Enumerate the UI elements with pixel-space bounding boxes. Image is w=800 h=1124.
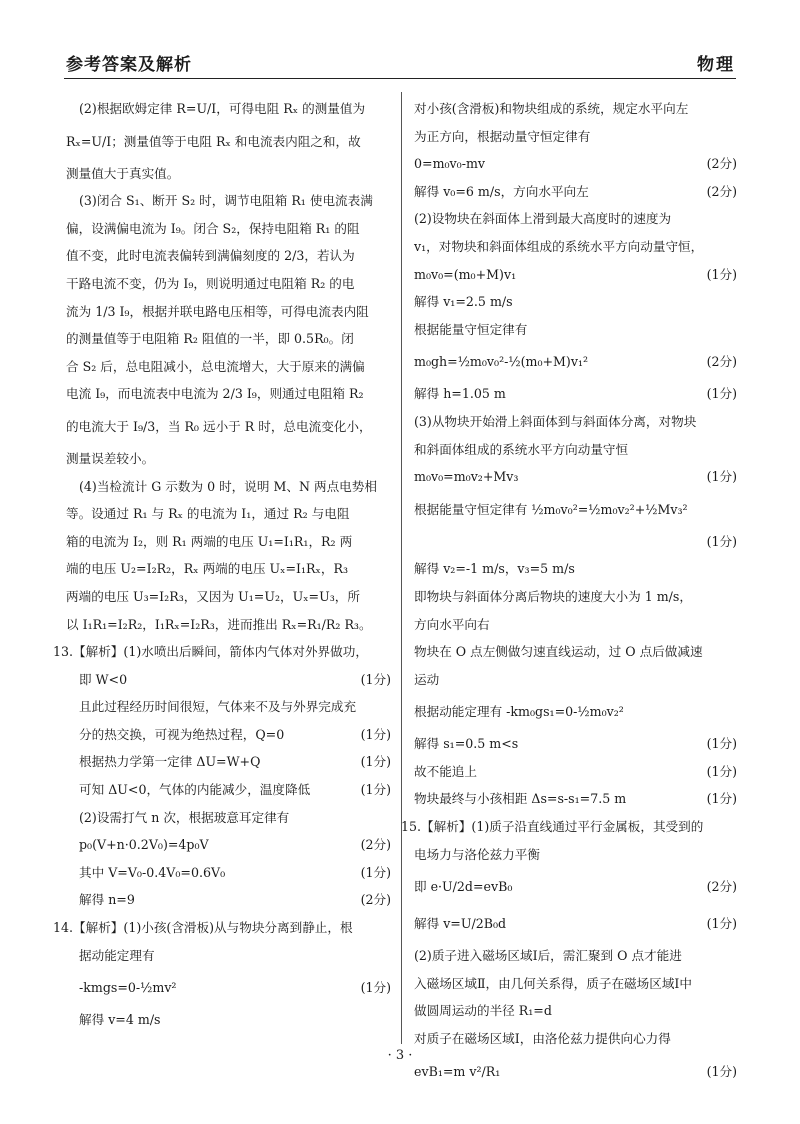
- score-label: (2分): [360, 892, 391, 908]
- text-line: [66, 859, 391, 887]
- score-label: (1分): [706, 386, 737, 402]
- line-text: m₀gh=½m₀v₀²-½(m₀+M)v₁²: [414, 354, 589, 370]
- line-text: 测量值大于真实值。: [66, 165, 180, 181]
- line-text: Rₓ=U/I；测量值等于电阻 Rₓ 和电流表内阻之和，故: [66, 133, 361, 149]
- text-line: [414, 343, 737, 380]
- text-line: [66, 473, 391, 501]
- text-line: [66, 445, 391, 473]
- line-text: (4)当检流计 G 示数为 0 时，说明 M、N 两点电势相: [79, 478, 377, 494]
- text-line: [66, 408, 391, 445]
- score-label: (2分): [360, 837, 391, 853]
- text-line: [66, 270, 391, 298]
- text-line: [66, 187, 391, 215]
- text-line: [66, 1006, 391, 1034]
- text-line: [66, 611, 391, 639]
- line-text: 入磁场区域Ⅱ，由几何关系得，质子在磁场区域Ⅰ中: [414, 975, 693, 991]
- text-line: [414, 970, 737, 998]
- score-label: (2分): [706, 879, 737, 895]
- text-line: [66, 325, 391, 353]
- text-line: [66, 776, 391, 804]
- text-line: [414, 555, 737, 583]
- score-label: (1分): [360, 980, 391, 996]
- text-line: [66, 886, 391, 914]
- line-text: 干路电流不变，仍为 I₉，则说明通过电阻箱 R₂ 的电: [66, 275, 355, 291]
- right-column: [401, 95, 737, 1090]
- text-line: [414, 583, 737, 611]
- line-text: 13.【解析】(1)水喷出后瞬间，箭体内气体对外界做功，: [53, 644, 368, 660]
- line-text: 两端的电压 U₃=I₂R₃，又因为 U₁=U₂，Uₓ=U₃，所: [66, 588, 360, 604]
- line-text: 偏，设满偏电流为 I₉。闭合 S₂，保持电阻箱 R₁ 的阻: [66, 220, 360, 236]
- line-text: 对质子在磁场区域Ⅰ，由洛伦兹力提供向心力得: [414, 1031, 671, 1047]
- line-text: 电场力与洛伦兹力平衡: [414, 846, 540, 862]
- text-line: [414, 758, 737, 786]
- line-text: m₀v₀=(m₀+M)v₁: [414, 266, 517, 282]
- text-line: [66, 353, 391, 381]
- line-text: 的测量值等于电阻箱 R₂ 阻值的一半，即 0.5R₀。闭: [66, 331, 354, 347]
- line-text: 合 S₂ 后，总电阻减小，总电流增大，大于原来的满偏: [66, 358, 365, 374]
- line-text: 根据能量守恒定律有: [414, 321, 528, 337]
- line-text: 解得 v₀=6 m/s，方向水平向左: [414, 183, 589, 199]
- line-text: 以 I₁R₁=I₂R₂，I₁Rₓ=I₂R₃，进而推出 Rₓ=R₁/R₂ R₃。: [66, 616, 372, 632]
- line-text: 测量误差较小。: [66, 450, 155, 466]
- line-text: 解得 v₂=-1 m/s，v₃=5 m/s: [414, 561, 575, 577]
- text-line: [66, 528, 391, 556]
- text-line: [66, 380, 391, 408]
- text-line: [53, 914, 391, 942]
- text-line: [66, 969, 391, 1006]
- text-line: [66, 693, 391, 721]
- line-text: 其中 V=V₀-0.4V₀=0.6V₀: [79, 864, 226, 880]
- text-line: [66, 215, 391, 243]
- score-label: (1分): [706, 266, 737, 282]
- line-text: 等。设通过 R₁ 与 Rₓ 的电流为 I₁，通过 R₂ 与电阻: [66, 506, 350, 522]
- text-line: [66, 242, 391, 270]
- score-label: (1分): [360, 671, 391, 687]
- line-text: 箱的电流为 I₂，则 R₁ 两端的电压 U₁=I₁R₁，R₂ 两: [66, 533, 353, 549]
- left-column: [53, 95, 391, 1034]
- line-text: 分的热交换，可视为绝热过程，Q=0: [79, 726, 285, 742]
- page-number: · 3 ·: [387, 1048, 413, 1063]
- header-right-subject: 物理: [697, 55, 735, 75]
- header-left-title: 参考答案及解析: [66, 55, 192, 75]
- text-line: [414, 666, 737, 694]
- score-label: (1分): [706, 763, 737, 779]
- line-text: 解得 v=U/2B₀d: [414, 916, 507, 932]
- text-line: [414, 491, 737, 528]
- line-text: 做圆周运动的半径 R₁=d: [414, 1003, 552, 1019]
- line-text: p₀(V+n·0.2V₀)=4p₀V: [79, 837, 209, 853]
- text-line: [414, 942, 737, 970]
- text-line: [66, 721, 391, 749]
- score-label: (1分): [706, 736, 737, 752]
- text-line: [414, 611, 737, 639]
- score-label: (1分): [706, 533, 737, 549]
- line-text: 对小孩(含滑板)和物块组成的系统，规定水平向左: [414, 101, 689, 116]
- line-text: 解得 n=9: [79, 892, 135, 908]
- text-line: [414, 233, 737, 261]
- text-line: [66, 942, 391, 970]
- text-line: [414, 730, 737, 758]
- line-text: 据动能定理有: [79, 947, 155, 963]
- text-line: [414, 997, 737, 1025]
- text-line: [414, 316, 737, 344]
- score-label: (1分): [706, 791, 737, 807]
- line-text: 根据热力学第一定律 ΔU=W+Q: [79, 754, 261, 770]
- line-text: 方向水平向右: [414, 616, 490, 632]
- line-text: (3)从物块开始滑上斜面体到与斜面体分离，对物块: [414, 413, 697, 429]
- text-line: [66, 748, 391, 776]
- line-text: 电流 I₉，而电流表中电流为 2/3 I₉，则通过电阻箱 R₂: [66, 386, 364, 402]
- line-text: v₁，对物块和斜面体组成的系统水平方向动量守恒，: [414, 238, 704, 254]
- score-label: (2分): [706, 156, 737, 172]
- text-line: [414, 868, 737, 905]
- line-text: 即物块与斜面体分离后物块的速度大小为 1 m/s，: [414, 588, 692, 604]
- line-text: 0=m₀v₀-mv: [414, 156, 486, 172]
- text-line: [66, 804, 391, 832]
- text-line: [414, 380, 737, 408]
- line-text: 15.【解析】(1)质子沿直线通过平行金属板，其受到的: [401, 819, 704, 835]
- line-text: 即 e·U/2d=evB₀: [414, 879, 513, 895]
- text-line: [66, 500, 391, 528]
- line-text: 解得 h=1.05 m: [414, 386, 506, 402]
- line-text: 即 W<0: [79, 671, 128, 687]
- text-line: [414, 288, 737, 316]
- line-text: 值不变，此时电流表偏转到满偏刻度的 2/3，若认为: [66, 248, 355, 264]
- text-line: [414, 95, 737, 123]
- line-text: 根据能量守恒定律有 ½m₀v₀²=½m₀v₂²+½Mv₃²: [414, 501, 688, 517]
- text-line: [66, 831, 391, 859]
- score-label: (1分): [360, 754, 391, 770]
- text-line: [414, 785, 737, 813]
- text-line: [414, 150, 737, 178]
- text-line: [414, 841, 737, 869]
- text-line: [414, 408, 737, 436]
- line-text: 解得 v=4 m/s: [79, 1012, 161, 1028]
- score-label: (1分): [360, 782, 391, 798]
- text-line: [414, 905, 737, 942]
- text-line: [66, 666, 391, 694]
- text-line: [414, 178, 737, 206]
- line-text: (3)闭合 S₁、断开 S₂ 时，调节电阻箱 R₁ 使电流表满: [79, 193, 373, 209]
- line-text: 流为 1/3 I₉，根据并联电路电压相等，可得电流表内阻: [66, 303, 369, 319]
- line-text: 解得 v₁=2.5 m/s: [414, 294, 513, 310]
- line-text: 根据动能定理有 -km₀gs₁=0-½m₀v₂²: [414, 704, 624, 720]
- score-label: (2分): [706, 183, 737, 199]
- text-line: [414, 463, 737, 491]
- text-line: [66, 123, 391, 160]
- score-label: (2分): [706, 354, 737, 370]
- line-text: evB₁=m v²/R₁: [414, 1063, 501, 1079]
- text-line: [414, 693, 737, 730]
- score-label: (1分): [706, 469, 737, 485]
- line-text: -kmgs=0-½mv²: [79, 980, 177, 996]
- line-text: 物块最终与小孩相距 Δs=s-s₁=7.5 m: [414, 791, 627, 807]
- text-line: [414, 205, 737, 233]
- line-text: (2)质子进入磁场区域Ⅰ后，需汇聚到 O 点才能进: [414, 948, 682, 964]
- line-text: 且此过程经历时间很短，气体来不及与外界完成充: [79, 699, 357, 715]
- line-text: 端的电压 U₂=I₂R₂，Rₓ 两端的电压 Uₓ=I₁Rₓ，R₃: [66, 561, 349, 577]
- text-line: [414, 436, 737, 464]
- line-text: 解得 s₁=0.5 m<s: [414, 736, 519, 752]
- text-line: [66, 95, 391, 123]
- text-line: [414, 638, 737, 666]
- line-text: 为正方向，根据动量守恒定律有: [414, 128, 591, 144]
- line-text: 和斜面体组成的系统水平方向动量守恒: [414, 441, 629, 457]
- text-line: [414, 261, 737, 289]
- line-text: m₀v₀=m₀v₂+Mv₃: [414, 469, 519, 485]
- text-line: [66, 583, 391, 611]
- text-line: [53, 638, 391, 666]
- line-text: (2)设物块在斜面体上滑到最大高度时的速度为: [414, 211, 672, 227]
- text-line: [414, 528, 737, 556]
- header-rule: [64, 78, 736, 79]
- score-label: (1分): [360, 864, 391, 880]
- text-line: [66, 298, 391, 326]
- line-text: (2)设需打气 n 次，根据玻意耳定律有: [79, 809, 290, 825]
- line-text: 物块在 O 点左侧做匀速直线运动，过 O 点后做减速: [414, 644, 703, 660]
- text-line: [401, 813, 737, 841]
- line-text: 故不能追上: [414, 763, 477, 779]
- line-text: 14.【解析】(1)小孩(含滑板)从与物块分离到静止，根: [53, 920, 353, 936]
- line-text: (2)根据欧姆定律 R=U/I，可得电阻 Rₓ 的测量值为: [79, 101, 366, 116]
- score-label: (1分): [706, 1063, 737, 1079]
- score-label: (1分): [706, 916, 737, 932]
- line-text: 可知 ΔU<0，气体的内能减少，温度降低: [79, 782, 311, 798]
- column-divider: [401, 92, 402, 1044]
- text-line: [66, 555, 391, 583]
- line-text: 运动: [414, 671, 440, 687]
- text-line: [66, 160, 391, 188]
- score-label: (1分): [360, 726, 391, 742]
- text-line: [414, 123, 737, 151]
- line-text: 的电流大于 I₉/3，当 R₀ 远小于 R 时，总电流变化小，: [66, 418, 372, 434]
